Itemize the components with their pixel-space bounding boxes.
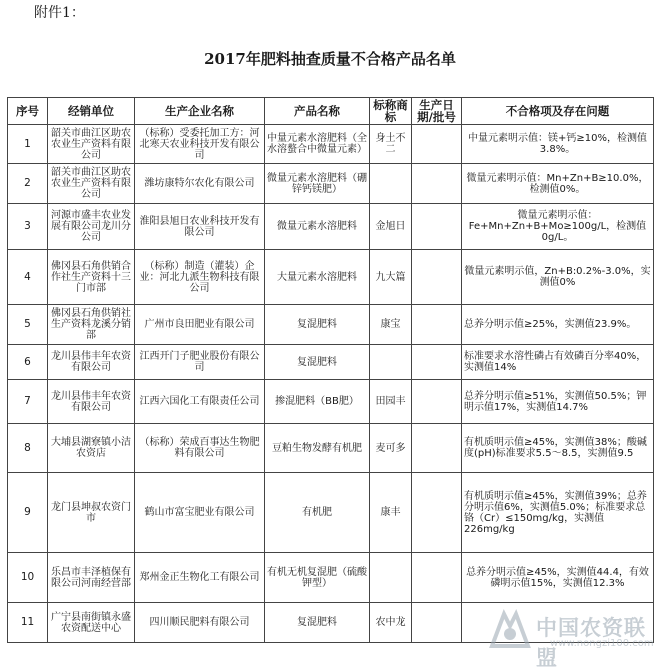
brand-cell: 康宝 xyxy=(370,305,412,345)
header-dealer: 经销单位 xyxy=(48,98,135,125)
brand-cell: 麦可多 xyxy=(370,424,412,473)
batch-cell xyxy=(412,473,462,553)
issue-cell: 总养分明示值≥51%，实测值50.5%；钾明示值17%，实测值14.7% xyxy=(462,380,654,424)
batch-cell xyxy=(412,603,462,643)
issue-cell: 有机质明示值≥45%，实测值39%；总养分明示值6%，实测值5.0%；标准要求总铬（Cr）≤150mg/kg，实测值226mg/kg xyxy=(462,473,654,553)
producer-cell: （标称）荣成百事达生物肥料有限公司 xyxy=(135,424,265,473)
batch-cell xyxy=(412,204,462,250)
dealer-cell: 韶关市曲江区助农农业生产资料有限公司 xyxy=(48,125,135,164)
header-product: 产品名称 xyxy=(265,98,370,125)
product-cell: 复混肥料 xyxy=(265,345,370,380)
table-row xyxy=(8,553,654,603)
brand-cell: 农中龙 xyxy=(370,603,412,643)
dealer-cell: 大埔县湖寮镇小洁农资店 xyxy=(48,424,135,473)
header-serial: 序号 xyxy=(8,98,48,125)
batch-cell xyxy=(412,250,462,305)
header-brand: 标称商标 xyxy=(370,98,412,125)
batch-cell xyxy=(412,345,462,380)
issue-cell xyxy=(462,603,654,643)
product-cell: 微量元素水溶肥料 xyxy=(265,204,370,250)
issue-cell: 微量元素明示值：Fe+Mn+Zn+B+Mo≥100g/L，检测值0g/L。 xyxy=(462,204,654,250)
batch-cell xyxy=(412,305,462,345)
dealer-cell: 龙川县伟丰年农资有限公司 xyxy=(48,380,135,424)
batch-cell xyxy=(412,125,462,164)
watermark-url: www.nongzi100.com xyxy=(550,638,654,649)
row-number: 4 xyxy=(8,250,48,305)
issue-cell: 有机质明示值≥45%，实测值38%；酸碱度(pH)标准要求5.5～8.5，实测值9.5 xyxy=(462,424,654,473)
row-number: 9 xyxy=(8,473,48,553)
product-cell: 有机无机复混肥（硫酸钾型） xyxy=(265,553,370,603)
table-header-row xyxy=(8,98,654,125)
product-cell: 复混肥料 xyxy=(265,305,370,345)
row-number: 10 xyxy=(8,553,48,603)
dealer-cell: 韶关市曲江区助农农业生产资料有限公司 xyxy=(48,164,135,204)
row-number: 1 xyxy=(8,125,48,164)
row-number: 5 xyxy=(8,305,48,345)
document-title: 2017年肥料抽查质量不合格产品名单 xyxy=(204,50,456,68)
table-row xyxy=(8,424,654,473)
dealer-cell: 龙川县伟丰年农资有限公司 xyxy=(48,345,135,380)
row-number: 2 xyxy=(8,164,48,204)
row-number: 8 xyxy=(8,424,48,473)
brand-cell: 田园丰 xyxy=(370,380,412,424)
producer-cell: （标称）受委托加工方：河北寒天农业科技开发有限公司 xyxy=(135,125,265,164)
producer-cell: 鹤山市富宝肥业有限公司 xyxy=(135,473,265,553)
producer-cell: 广州市良田肥业有限公司 xyxy=(135,305,265,345)
brand-cell: 九大篇 xyxy=(370,250,412,305)
producer-cell: 潍坊康特尔农化有限公司 xyxy=(135,164,265,204)
brand-cell: 身土不二 xyxy=(370,125,412,164)
product-cell: 复混肥料 xyxy=(265,603,370,643)
brand-cell: 金旭日 xyxy=(370,204,412,250)
dealer-cell: 广宁县南街镇永盛农资配送中心 xyxy=(48,603,135,643)
product-cell: 掺混肥料（BB肥） xyxy=(265,380,370,424)
unqualified-products-table xyxy=(7,97,654,643)
dealer-cell: 乐昌市丰泽植保有限公司河南经营部 xyxy=(48,553,135,603)
issue-cell: 微量元素明示值：Mn+Zn+B≥10.0%，检测值0%。 xyxy=(462,164,654,204)
table-row xyxy=(8,305,654,345)
issue-cell: 微量元素明示值，Zn+B:0.2%-3.0%，实测值0% xyxy=(462,250,654,305)
brand-cell xyxy=(370,553,412,603)
product-cell: 有机肥 xyxy=(265,473,370,553)
issue-cell: 中量元素明示值：镁+钙≥10%，检测值3.8%。 xyxy=(462,125,654,164)
product-cell: 微量元素水溶肥料（硼锌钙镁肥） xyxy=(265,164,370,204)
dealer-cell: 佛冈县石角供销社生产资料龙溪分销部 xyxy=(48,305,135,345)
producer-cell: 郑州金正生物化工有限公司 xyxy=(135,553,265,603)
header-producer: 生产企业名称 xyxy=(135,98,265,125)
watermark-text: 中国农资联盟 xyxy=(536,616,646,670)
header-issue: 不合格项及存在问题 xyxy=(462,98,654,125)
row-number: 7 xyxy=(8,380,48,424)
dealer-cell: 河源市盛丰农业发展有限公司龙川分公司 xyxy=(48,204,135,250)
brand-cell xyxy=(370,345,412,380)
issue-cell: 总养分明示值≥25%，实测值23.9%。 xyxy=(462,305,654,345)
producer-cell: 江西六国化工有限责任公司 xyxy=(135,380,265,424)
producer-cell: 四川顺民肥料有限公司 xyxy=(135,603,265,643)
batch-cell xyxy=(412,380,462,424)
dealer-cell: 佛冈县石角供销合作社生产资料十三门市部 xyxy=(48,250,135,305)
batch-cell xyxy=(412,424,462,473)
brand-cell xyxy=(370,164,412,204)
brand-cell: 康丰 xyxy=(370,473,412,553)
product-cell: 大量元素水溶肥料 xyxy=(265,250,370,305)
table-row xyxy=(8,250,654,305)
table-row xyxy=(8,345,654,380)
table-row xyxy=(8,380,654,424)
table-row xyxy=(8,603,654,643)
row-number: 6 xyxy=(8,345,48,380)
producer-cell: 江西开门子肥业股份有限公司 xyxy=(135,345,265,380)
table-row xyxy=(8,473,654,553)
table-row xyxy=(8,204,654,250)
issue-cell: 总养分明示值≥45%，实测值44.4，有效磷明示值15%，实测值12.3% xyxy=(462,553,654,603)
dealer-cell: 龙门县坤叔农资门市 xyxy=(48,473,135,553)
producer-cell: 淮阳县旭日农业科技开发有限公司 xyxy=(135,204,265,250)
product-cell: 中量元素水溶肥料（全水溶螯合中微量元素） xyxy=(265,125,370,164)
producer-cell: （标称）制造（灌装）企业：河北九派生物科技有限公司 xyxy=(135,250,265,305)
batch-cell xyxy=(412,164,462,204)
product-cell: 豆粕生物发酵有机肥 xyxy=(265,424,370,473)
row-number: 3 xyxy=(8,204,48,250)
table-row xyxy=(8,164,654,204)
attachment-label: 附件1： xyxy=(34,5,85,21)
batch-cell xyxy=(412,553,462,603)
row-number: 11 xyxy=(8,603,48,643)
table-row xyxy=(8,125,654,164)
issue-cell: 标准要求水溶性磷占有效磷百分率40%，实测值14% xyxy=(462,345,654,380)
header-batch: 生产日期/批号 xyxy=(412,98,462,125)
